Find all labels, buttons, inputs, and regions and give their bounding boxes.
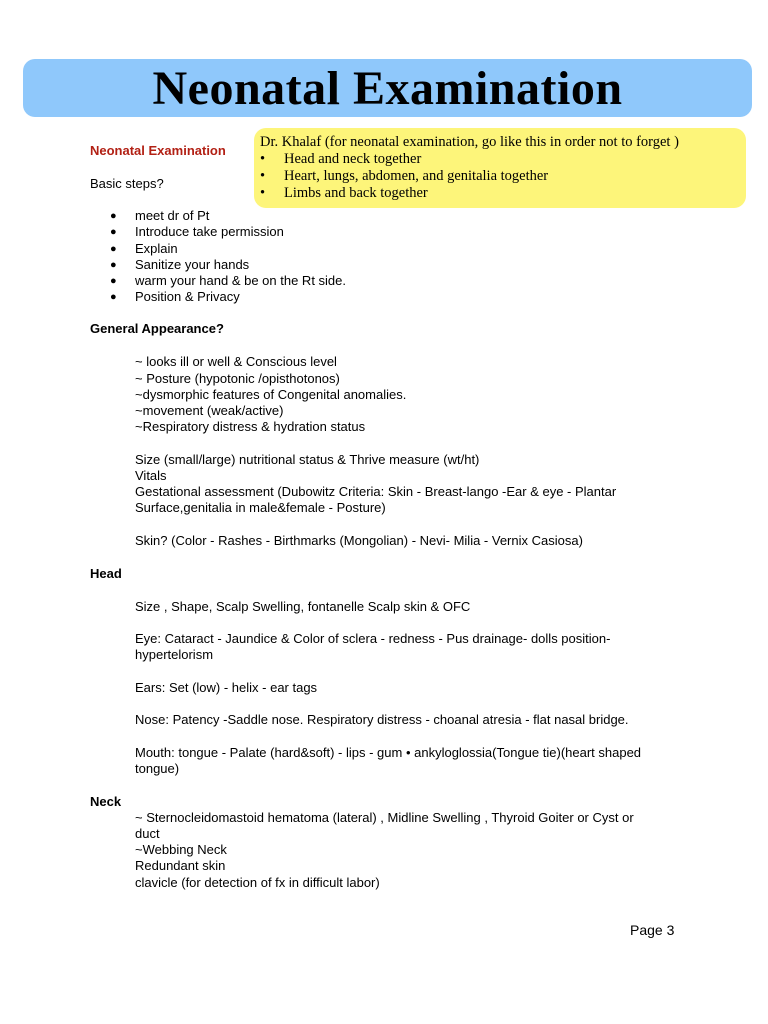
section-title: Neonatal Examination — [90, 143, 226, 158]
gestational-line: Gestational assessment (Dubowitz Criteria: Skin - Breast-lango -Ear & eye - Plantar — [135, 484, 617, 499]
list-item: ● Position & Privacy — [110, 289, 240, 305]
head-size-line: Size , Shape, Scalp Swelling, fontanelle Scalp skin & OFC — [135, 599, 471, 614]
list-item: ● warm your hand & be on the Rt side. — [110, 273, 347, 289]
ears-line: Ears: Set (low) - helix - ear tags — [135, 680, 318, 695]
general-appearance-heading: General Appearance? — [90, 321, 224, 336]
neck-heading: Neck — [90, 794, 122, 809]
gestational-line: Surface,genitalia in male&female - Posture) — [135, 500, 386, 515]
neck-line: ~ Sternocleidomastoid hematoma (lateral) , Midline Swelling , Thyroid Goiter or Cyst or — [135, 810, 634, 825]
general-line: ~Respiratory distress & hydration status — [135, 419, 366, 434]
note-item: • Limbs and back together — [260, 185, 428, 201]
list-item: ● Introduce take permission — [110, 224, 284, 240]
note-heading: Dr. Khalaf (for neonatal examination, go like this in order not to forget ) — [260, 134, 679, 150]
note-list — [260, 151, 746, 202]
neck-line: ~Webbing Neck — [135, 842, 227, 857]
basic-steps-list — [110, 208, 346, 306]
note-item: • Heart, lungs, abdomen, and genitalia together — [260, 168, 549, 184]
eye-line: Eye: Cataract - Jaundice & Color of sclera - redness - Pus drainage- dolls position- — [135, 631, 611, 646]
eye-line: hypertelorism — [135, 647, 214, 662]
head-heading: Head — [90, 566, 122, 581]
skin-line: Skin? (Color - Rashes - Birthmarks (Mongolian) - Nevi- Milia - Vernix Casiosa) — [135, 533, 583, 548]
list-item: ● meet dr of Pt — [110, 208, 210, 223]
list-item: ● Explain — [110, 240, 178, 256]
page-number: Page 3 — [630, 922, 675, 938]
nose-line: Nose: Patency -Saddle nose. Respiratory distress - choanal atresia - flat nasal bridge. — [135, 712, 629, 727]
list-item: ● Sanitize your hands — [110, 256, 250, 272]
neck-line: Redundant skin — [135, 858, 226, 873]
general-line: ~dysmorphic features of Congenital anomalies. — [135, 387, 407, 402]
note-item: • Head and neck together — [260, 151, 422, 167]
neck-line: duct — [135, 826, 160, 841]
mouth-line: tongue) — [135, 761, 180, 776]
note-callout — [254, 128, 746, 208]
title-banner — [23, 59, 752, 117]
neck-line: clavicle (for detection of fx in difficult labor) — [135, 875, 380, 890]
general-line: ~ Posture (hypotonic /opisthotonos) — [135, 371, 340, 386]
vitals-line: Vitals — [135, 468, 167, 483]
mouth-line: Mouth: tongue - Palate (hard&soft) - lips - gum • ankyloglossia(Tongue tie)(heart shaped — [135, 745, 642, 760]
general-line: ~ looks ill or well & Conscious level — [135, 354, 337, 369]
basic-steps-heading: Basic steps? — [90, 176, 164, 191]
page-title: Neonatal Examination — [152, 61, 623, 115]
size-line: Size (small/large) nutritional status & Thrive measure (wt/ht) — [135, 452, 480, 467]
general-line: ~movement (weak/active) — [135, 403, 284, 418]
